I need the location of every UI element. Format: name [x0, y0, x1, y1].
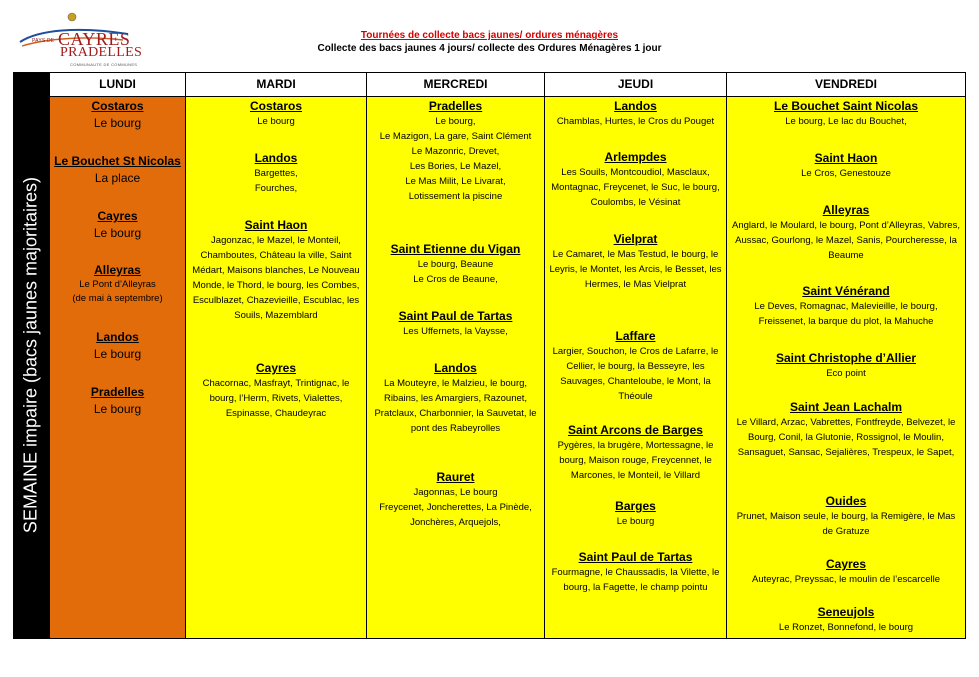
- logo-main-text: CAYRES: [58, 29, 131, 49]
- town-places: Le bourg: [93, 226, 142, 240]
- schedule-table: [49, 72, 966, 639]
- stop: [50, 154, 185, 187]
- stop: [727, 203, 965, 263]
- town-note: (de mai à septembre): [72, 293, 163, 304]
- town-name: Saint Vénérand: [802, 284, 890, 298]
- day-header-jeudi: JEUDI: [545, 73, 727, 97]
- stop: [367, 470, 544, 530]
- stop: [50, 330, 185, 363]
- day-header-lundi: LUNDI: [50, 73, 186, 97]
- town-places: Prunet, Maison seule, le bourg, la Remigère, le Mas de Gratuze: [736, 511, 956, 537]
- town-places: Eco point: [826, 368, 866, 379]
- day-column-vendredi: [727, 97, 965, 638]
- stop: [50, 263, 185, 306]
- town-places: Le Cros, Genestouze: [801, 168, 891, 179]
- logo-tiny-text: COMMUNAUTE DE COMMUNES: [70, 62, 138, 67]
- town-places: Le Camaret, le Mas Testud, le bourg, le Leyris, le Montet, les Arcis, le Besset, les Hermes, le Mas Vielprat: [549, 249, 722, 290]
- town-name: Saint Paul de Tartas: [398, 309, 513, 323]
- stop: [50, 209, 185, 242]
- town-places: Bargettes, Fourches,: [254, 168, 298, 194]
- town-name: Alleyras: [94, 263, 141, 277]
- town-name: Ouides: [825, 494, 867, 508]
- town-places: Jagonzac, le Mazel, le Monteil, Chamboutes, Château la ville, Saint Médart, Maisons blanches, Le Nouveau Monde, le Thord, le bourg, les Combes, Esculblazet, Chazevieille, Escublac, les Souils, Mazemblard: [192, 235, 360, 321]
- town-name: Cayres: [825, 557, 867, 571]
- stop: [186, 218, 366, 323]
- stop: [727, 400, 965, 460]
- week-label: SEMAINE impaire (bacs jaunes majoritaires): [20, 176, 41, 534]
- stop: [545, 550, 726, 595]
- town-name: Pradelles: [90, 385, 145, 399]
- town-places: Le Pont d’Alleyras: [79, 279, 156, 290]
- stop: [727, 557, 965, 587]
- day-header-mardi: MARDI: [186, 73, 367, 97]
- stop: [727, 605, 965, 635]
- town-places: Largier, Souchon, le Cros de Lafarre, le Cellier, le bourg, la Besseyre, les Sauvages, Chanteloube, le Mont, la Théoule: [552, 346, 719, 402]
- town-places: Pygères, la brugère, Mortessagne, le bourg, Maison rouge, Freycennet, le Marcones, le Monteil, le Villard: [557, 440, 714, 481]
- town-places: Le bourg: [257, 116, 295, 127]
- town-places: Jagonnas, Le bourg Freycenet, Joncherettes, La Pinède, Jonchères, Arquejols,: [379, 487, 532, 528]
- stop: [545, 329, 726, 404]
- town-name: Saint Haon: [814, 151, 878, 165]
- stop: [545, 99, 726, 129]
- stop: [367, 242, 544, 287]
- stop: [545, 423, 726, 483]
- town-name: Barges: [615, 499, 656, 513]
- stop: [50, 385, 185, 418]
- town-name: Rauret: [436, 470, 475, 484]
- town-name: Landos: [614, 99, 657, 113]
- town-name: Alleyras: [822, 203, 870, 217]
- town-places: Anglard, le Moulard, le bourg, Pont d’Alleyras, Vabres, Aussac, Gourlong, le Mazel, Sanis, Pourcheresse, la Beaume: [732, 220, 960, 261]
- stop: [367, 309, 544, 339]
- town-places: Le bourg: [93, 116, 142, 130]
- logo-small-text: PAYS DE: [32, 38, 55, 44]
- stop: [367, 361, 544, 436]
- town-places: Le Deves, Romagnac, Malevieille, le bourg, Freissenet, la barque du plot, la Mahuche: [754, 301, 938, 327]
- town-name: Saint Arcons de Barges: [568, 423, 703, 437]
- day-column-mercredi: [367, 97, 545, 638]
- town-places: Le bourg, Beaune Le Cros de Beaune,: [413, 259, 498, 285]
- town-name: Saint Christophe d’Allier: [775, 351, 916, 365]
- town-name: Arlempdes: [604, 150, 667, 164]
- page-title: Tournées de collecte bacs jaunes/ ordures ménagères: [360, 30, 619, 41]
- week-sidebar: [13, 72, 49, 639]
- town-name: Cayres: [97, 209, 138, 223]
- town-places: Le Ronzet, Bonnefond, le bourg: [778, 622, 914, 633]
- town-places: Fourmagne, le Chaussadis, la Vilette, le bourg, la Fagette, le champ pointu: [551, 567, 720, 593]
- stop: [727, 151, 965, 181]
- stop: [727, 284, 965, 329]
- day-header-vendredi: VENDREDI: [727, 73, 965, 97]
- town-places: Chamblas, Hurtes, le Cros du Pouget: [556, 116, 715, 127]
- town-places: Le Villard, Arzac, Vabrettes, Fontfreyde, Belvezet, le Bourg, Conil, la Glutonie, Rossignol, le Moulin, Sansaguet, Sansac, Sejalières, Trespeux, le Sapet,: [736, 417, 956, 458]
- stop: [186, 99, 366, 129]
- town-places: Le bourg: [616, 516, 655, 527]
- town-places: La Mouteyre, le Malzieu, le bourg, Ribains, les Amargiers, Razounet, Pratclaux, Charbonnier, la Sauvetat, le pont des Rabeyrolles: [374, 378, 537, 434]
- town-places: Chacornac, Masfrayt, Trintignac, le bourg, l’Herm, Rivets, Vialettes, Espinasse, Chaudeyrac: [202, 378, 350, 419]
- town-name: Saint Etienne du Vigan: [390, 242, 521, 256]
- page-subtitle: Collecte des bacs jaunes 4 jours/ collecte des Ordures Ménagères 1 jour: [317, 43, 662, 54]
- town-name: Saint Jean Lachalm: [789, 400, 903, 414]
- stop: [186, 361, 366, 421]
- town-places: Les Souils, Montcoudiol, Masclaux, Montagnac, Freycenet, le Suc, le bourg, Coulombs, le Vésinat: [551, 167, 720, 208]
- stop: [545, 499, 726, 529]
- town-places: Auteyrac, Preyssac, le moulin de l’escarcelle: [752, 574, 940, 585]
- logo: [18, 12, 143, 70]
- day-column-lundi: [50, 97, 186, 638]
- town-name: Saint Haon: [244, 218, 308, 232]
- town-name: Costaros: [249, 99, 302, 113]
- stop: [727, 351, 965, 381]
- day-header-mercredi: MERCREDI: [367, 73, 545, 97]
- town-name: Cayres: [255, 361, 297, 375]
- logo-sub-text: PRADELLES: [60, 45, 143, 60]
- town-name: Vielprat: [613, 232, 658, 246]
- town-places: Les Uffernets, la Vaysse,: [403, 326, 508, 337]
- town-places: Le bourg: [93, 347, 142, 361]
- town-name: Laffare: [615, 329, 656, 343]
- stop: [727, 494, 965, 539]
- town-name: Le Bouchet Saint Nicolas: [773, 99, 919, 113]
- stop: [727, 99, 965, 129]
- town-places: Le bourg, Le Mazigon, La gare, Saint Clément Le Mazonric, Drevet, Les Bories, Le Mazel, Le Mas Milit, Le Livarat, Lotissement la piscine: [379, 116, 532, 202]
- town-name: Seneujols: [817, 605, 875, 619]
- day-column-jeudi: [545, 97, 727, 638]
- town-name: Costaros: [91, 99, 144, 113]
- town-name: Saint Paul de Tartas: [578, 550, 693, 564]
- stop: [545, 150, 726, 210]
- town-name: Landos: [434, 361, 477, 375]
- stop: [186, 151, 366, 196]
- stop: [367, 99, 544, 204]
- stop: [545, 232, 726, 292]
- town-places: Le bourg, Le lac du Bouchet,: [785, 116, 907, 127]
- town-name: Pradelles: [428, 99, 483, 113]
- town-name: Landos: [96, 330, 139, 344]
- day-column-mardi: [186, 97, 367, 638]
- stop: [50, 99, 185, 132]
- town-places: Le bourg: [93, 402, 142, 416]
- town-places: La place: [94, 171, 141, 185]
- town-name: Le Bouchet St Nicolas: [54, 154, 181, 168]
- town-name: Landos: [254, 151, 298, 165]
